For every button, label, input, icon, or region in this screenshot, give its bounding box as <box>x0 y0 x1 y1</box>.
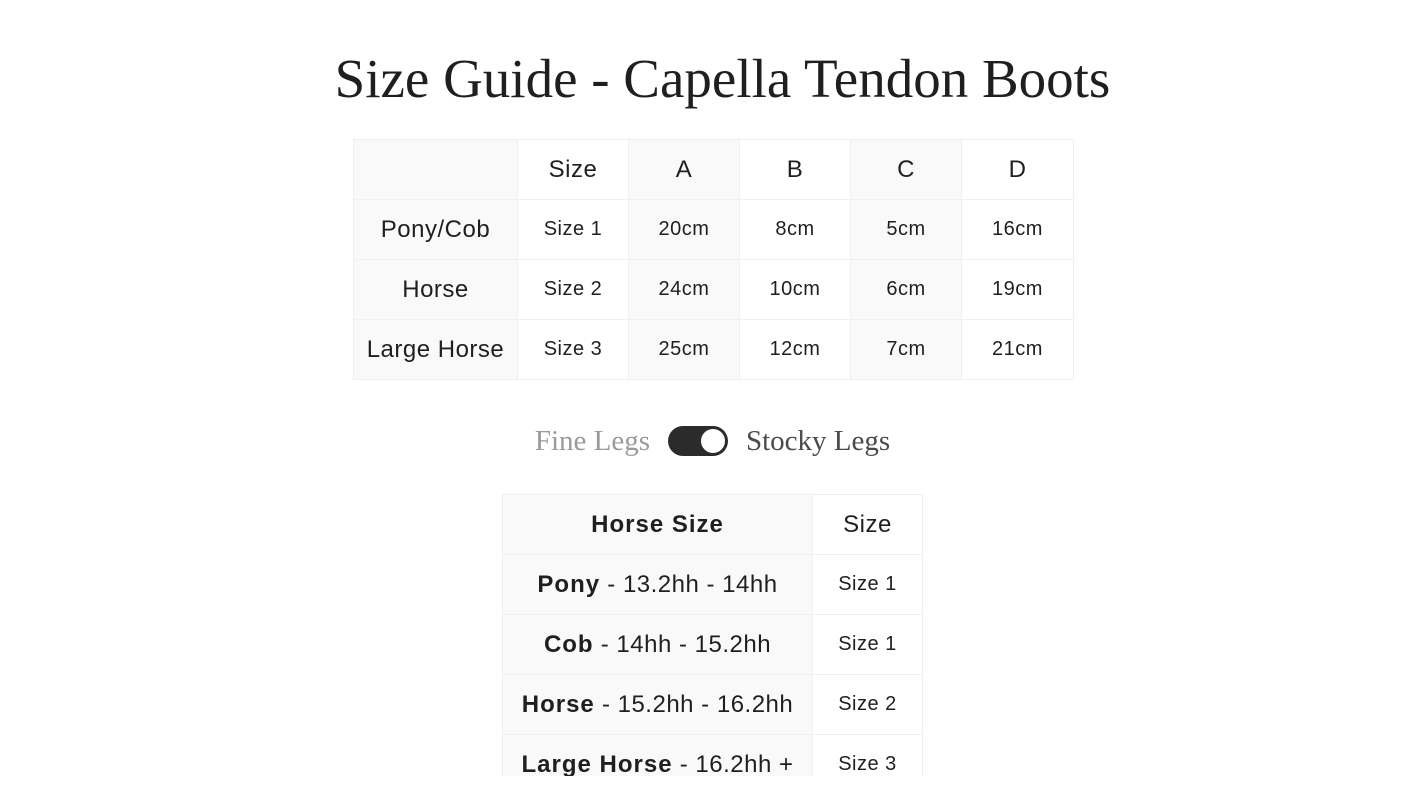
column-header-size: Size <box>518 140 629 200</box>
column-header-c: C <box>851 140 962 200</box>
height-range: - 13.2hh - 14hh <box>600 570 778 598</box>
horse-type: Pony <box>537 570 601 598</box>
horse-size-cell <box>503 555 813 615</box>
measurement-c-cell: 5cm <box>851 200 962 260</box>
fine-legs-label[interactable]: Fine Legs <box>534 424 650 457</box>
horse-size-cell <box>503 615 813 675</box>
horse-size-cell <box>503 735 813 777</box>
table-row <box>354 200 1074 260</box>
column-header-size: Size <box>813 495 923 555</box>
height-range: - 15.2hh - 16.2hh <box>594 690 794 718</box>
measurement-d-cell: 16cm <box>962 200 1074 260</box>
table-header-row <box>503 495 923 555</box>
page-title: Size Guide - Capella Tendon Boots <box>334 48 1111 109</box>
size-cell: Size 2 <box>518 260 629 320</box>
measurement-a-cell: 24cm <box>629 260 740 320</box>
measurement-b-cell: 10cm <box>740 260 851 320</box>
size-cell: Size 1 <box>813 615 923 675</box>
size-cell: Size 3 <box>518 320 629 380</box>
size-cell: Size 1 <box>518 200 629 260</box>
column-header-a: A <box>629 140 740 200</box>
row-label: Horse <box>354 260 518 320</box>
table-row <box>503 615 923 675</box>
measurement-c-cell: 7cm <box>851 320 962 380</box>
column-header-b: B <box>740 140 851 200</box>
table-row <box>354 320 1074 380</box>
horse-type: Horse <box>521 690 595 718</box>
measurement-b-cell: 8cm <box>740 200 851 260</box>
measurement-a-cell: 25cm <box>629 320 740 380</box>
measurement-d-cell: 19cm <box>962 260 1074 320</box>
table-corner-cell <box>354 140 518 200</box>
size-measurements-table <box>353 139 1074 380</box>
table-row <box>503 555 923 615</box>
table-row <box>503 735 923 777</box>
horse-size-cell <box>503 675 813 735</box>
size-cell: Size 3 <box>813 735 923 777</box>
measurement-b-cell: 12cm <box>740 320 851 380</box>
height-range: - 14hh - 15.2hh <box>593 630 772 658</box>
horse-type: Large Horse <box>521 750 673 776</box>
leg-type-switch[interactable] <box>668 426 728 456</box>
horse-type: Cob <box>543 630 594 658</box>
measurement-a-cell: 20cm <box>629 200 740 260</box>
row-label: Large Horse <box>354 320 518 380</box>
measurement-d-cell: 21cm <box>962 320 1074 380</box>
leg-type-toggle <box>0 418 1425 464</box>
measurement-c-cell: 6cm <box>851 260 962 320</box>
row-label: Pony/Cob <box>354 200 518 260</box>
height-range: - 16.2hh + <box>672 750 794 776</box>
switch-knob[interactable] <box>700 428 726 454</box>
table-row <box>503 675 923 735</box>
table-row <box>354 260 1074 320</box>
column-header-d: D <box>962 140 1074 200</box>
horse-size-table <box>502 494 923 776</box>
size-cell: Size 2 <box>813 675 923 735</box>
column-header-horse-size: Horse Size <box>503 495 813 555</box>
table-header-row <box>354 140 1074 200</box>
size-cell: Size 1 <box>813 555 923 615</box>
stocky-legs-label[interactable]: Stocky Legs <box>746 424 891 457</box>
